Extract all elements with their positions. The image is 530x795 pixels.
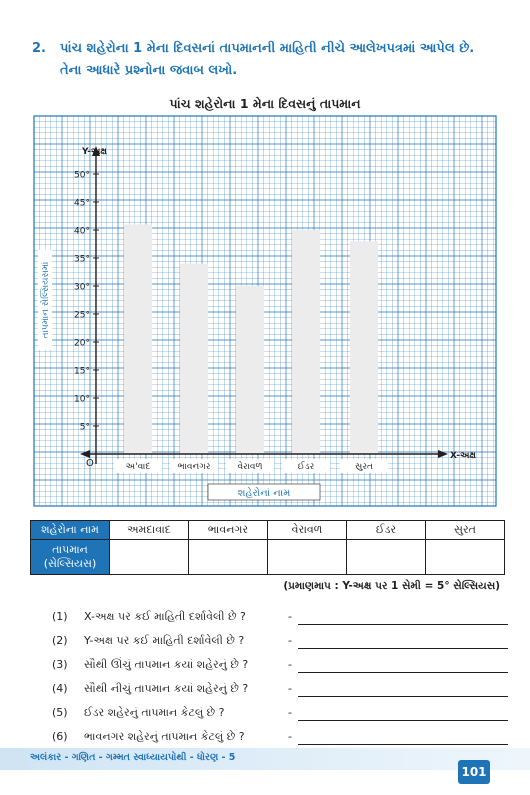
table-header-cities: શહેરોના નામ: [31, 521, 110, 540]
question-text: પાંચ શહેરોના 1 મેના દિવસનાં તાપમાનની માહિતી નીચે આલેખપત્રમાં આપેલ છે. તેના આધારે પ્રશ્નોના જવાબ લખો.: [60, 41, 475, 78]
y-tick-label: 5°: [79, 422, 90, 433]
answer-line[interactable]: [298, 648, 508, 649]
chart-title: પાંચ શહેરોના 1 મેના દિવસનું તાપમાન: [169, 96, 361, 111]
question-item-text: ભાવનગર શહેરનું તાપમાન કેટલું છે ?: [84, 730, 245, 743]
y-tick-label: 25°: [74, 310, 90, 321]
y-tick-label: 20°: [74, 338, 90, 349]
question-item: [52, 726, 512, 750]
question-item-number: (4): [52, 682, 68, 695]
question-item: [52, 654, 512, 678]
answer-dash: -: [288, 658, 292, 671]
answer-line[interactable]: [298, 696, 508, 697]
bar-3: [236, 286, 264, 454]
table-city-2: ભાવનગર: [189, 521, 268, 540]
bar-2: [180, 264, 208, 454]
x-axis-label: શહેરોનાં નામ: [237, 488, 291, 499]
answer-line[interactable]: [298, 672, 508, 673]
question-item-text: સૌથી ઊંચું તાપમાન કયાં શહેરનું છે ?: [84, 658, 249, 671]
y-axis-label: તાપમાન સેલ્સિયસમાં: [41, 261, 51, 339]
question-item: [52, 630, 512, 654]
table-answer-cell[interactable]: [268, 540, 347, 575]
table-answer-cell[interactable]: [110, 540, 189, 575]
x-axis-name: X-અક્ષ: [450, 451, 476, 461]
answer-line[interactable]: [298, 720, 508, 721]
answer-line[interactable]: [298, 624, 508, 625]
y-tick-label: 30°: [74, 282, 90, 293]
answer-dash: -: [288, 682, 292, 695]
answer-dash: -: [288, 634, 292, 647]
question-item-text: સૌથી નીચું તાપમાન કયાં શહેરનું છે ?: [84, 682, 249, 695]
y-tick-label: 10°: [74, 394, 90, 405]
question-item: [52, 606, 512, 630]
question-item-number: (2): [52, 634, 68, 647]
y-tick-label: 40°: [74, 226, 90, 237]
question-item-number: (6): [52, 730, 68, 743]
table-city-4: ઈડર: [347, 521, 426, 540]
bar-5: [350, 241, 378, 454]
question-item-number: (1): [52, 610, 68, 623]
table-answer-cell[interactable]: [426, 540, 505, 575]
category-label: વેરાવળ: [237, 462, 263, 472]
y-tick-label: 35°: [74, 254, 90, 265]
origin-label: O: [86, 458, 94, 469]
question-item-number: (5): [52, 706, 68, 719]
y-tick-label: 15°: [74, 366, 90, 377]
footer-text: અલંકાર - ગણિત - ગમ્મત સ્વાધ્યાયપોથી - ધોરણ - 5: [30, 752, 236, 763]
page-number: 101: [458, 760, 490, 784]
table-city-3: વેરાવળ: [268, 521, 347, 540]
question-item-text: ઈડર શહેરનું તાપમાન કેટલું છે ?: [84, 706, 225, 719]
question-list: [52, 606, 512, 750]
y-axis-name: Y-અક્ષ: [82, 147, 107, 157]
question-item-text: Y-અક્ષ પર કઈ માહિતી દર્શાવેલી છે ?: [84, 634, 245, 647]
table-header-temperature: [31, 540, 110, 575]
question-item-text: X-અક્ષ પર કઈ માહિતી દર્શાવેલી છે ?: [84, 610, 246, 623]
table-header-temperature-line2: (સેલ્સિયસ): [43, 557, 97, 570]
category-label: ઈડર: [297, 462, 315, 472]
answer-dash: -: [288, 730, 292, 743]
graph-paper: [34, 116, 496, 506]
answer-dash: -: [288, 706, 292, 719]
question-number: 2.: [32, 41, 46, 56]
table-city-1: અમદાવાદ: [110, 521, 189, 540]
category-label: અ'વાદ: [125, 462, 151, 472]
table-answer-cell[interactable]: [347, 540, 426, 575]
y-tick-label: 45°: [74, 198, 90, 209]
table-header-temperature-line1: તાપમાન: [52, 543, 88, 556]
scale-note: (પ્રમાણમાપ : Y-અક્ષ પર 1 સેમી = 5° સેલ્સિયસ): [283, 580, 500, 592]
category-label: સુરત: [355, 462, 373, 472]
table-city-5: સુરત: [426, 521, 505, 540]
bar-4: [292, 230, 320, 454]
answer-line[interactable]: [298, 744, 508, 745]
temperature-table: [30, 520, 505, 575]
question-item-number: (3): [52, 658, 68, 671]
table-answer-cell[interactable]: [189, 540, 268, 575]
answer-dash: -: [288, 610, 292, 623]
bar-1: [124, 224, 152, 454]
y-tick-label: 50°: [74, 170, 90, 181]
question-item: [52, 678, 512, 702]
question-item: [52, 702, 512, 726]
category-label: ભાવનગર: [177, 462, 211, 472]
